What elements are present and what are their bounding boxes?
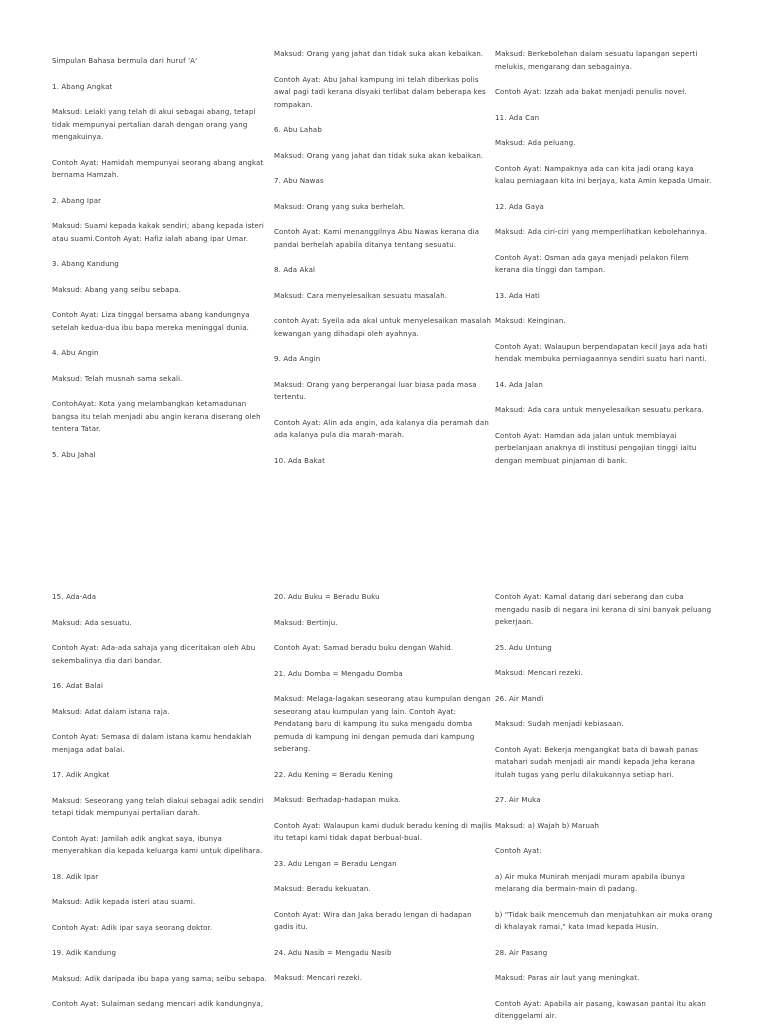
- entry-text: Contoh Ayat: Alin ada angin, ada kalanya dia peramah dan ada kalanya pula dia marah-marah.: [274, 418, 489, 439]
- entry-heading: 4. Abu Angin: [52, 349, 99, 357]
- entry-text: Maksud: Berhadap-hadapan muka.: [274, 796, 401, 804]
- entry-text: Contoh Ayat: Hamdan ada jalan untuk membiayai perbelanjaan anaknya di institusi pengajian tinggi iaitu dengan membuat pinjaman di bank.: [495, 431, 697, 465]
- entry-heading: 28. Air Pasang: [495, 948, 548, 957]
- entry-text: Contoh Ayat: Sulaiman sedang mencari adik kandungnya,: [52, 1000, 264, 1008]
- entry-heading: 12. Ada Gaya: [495, 202, 544, 211]
- entry-text: Maksud: Telah musnah sama sekali.: [52, 374, 183, 383]
- entry-text: Maksud: Ada cara untuk menyelesaikan sesuatu perkara.: [495, 406, 704, 414]
- page-2-column-1: [52, 591, 270, 1024]
- entry-heading: 11. Ada Can: [495, 113, 540, 122]
- entry-heading: 7. Abu Nawas: [274, 177, 324, 185]
- entry-text: Maksud: Sudah menjadi kebiasaan.: [495, 720, 624, 728]
- entry-heading: 24. Adu Nasib = Mengadu Nasib: [274, 948, 392, 957]
- entry-heading: 10. Ada Bakat: [274, 456, 325, 465]
- entry-text: Contoh Ayat: Nampaknya ada can kita jadi orang kaya kalau perniagaan kita ini berjaya, kata Amin kepada Umair.: [495, 164, 712, 185]
- entry-heading: 5. Abu Jahal: [52, 450, 96, 459]
- entry-text: Contoh Ayat: Walaupun berpendapatan kecil Jaya ada hati hendak membuka perniagaannya sendiri suatu hari nanti.: [495, 342, 708, 363]
- entry-text: Contoh Ayat: Jamilah adik angkat saya, ibunya menyerahkan dia kepada keluarga kami untuk dipelihara.: [52, 834, 263, 855]
- entry-text: Maksud: Mencari rezeki.: [495, 669, 584, 677]
- entry-heading: 17. Adik Angkat: [52, 771, 110, 779]
- doc-title: Simpulan Bahasa bermula dari huruf 'A': [52, 57, 198, 65]
- entry-text: Contoh Ayat: Liza tinggal bersama abang kandungnya setelah kedua-dua ibu bapa mereka meninggal dunia.: [52, 311, 250, 332]
- entry-text: b) "Tidak baik mencemuh dan menjatuhkan air muka orang di khalayak ramai," kata Imad kepada Husin.: [495, 910, 713, 931]
- entry-heading: 2. Abang Ipar: [52, 196, 102, 205]
- entry-heading: 13. Ada Hati: [495, 291, 541, 300]
- entry-heading: 3. Abang Kandung: [52, 260, 119, 268]
- entry-heading: 1. Abang Angkat: [52, 82, 113, 91]
- page-2-column-2: [274, 591, 492, 998]
- entry-text: Maksud: Keinginan.: [495, 317, 566, 325]
- entry-text: a) Air muka Munirah menjadi muram apabila ibunya melarang dia bermain-main di padang.: [495, 872, 686, 893]
- entry-text: Contoh Ayat: Apabila air pasang, kawasan pantai itu akan ditenggelami air.: [495, 999, 706, 1020]
- entry-text: Maksud: Mencari rezeki.: [274, 974, 363, 982]
- entry-text: Maksud: Bertinju.: [274, 618, 338, 627]
- entry-heading: 15. Ada-Ada: [52, 593, 97, 601]
- entry-text: Contoh Ayat: Hamidah mempunyai seorang abang angkat bernama Hamzah.: [52, 158, 264, 179]
- entry-heading: 19. Adik Kandung: [52, 949, 117, 957]
- entry-heading: 22. Adu Kening = Beradu Kening: [274, 770, 393, 779]
- entry-text: Contoh Ayat: Semasa di dalam istana kamu hendaklah menjaga adat balai.: [52, 733, 252, 754]
- entry-heading: 27. Air Muka: [495, 796, 541, 804]
- entry-text: Maksud: a) Wajah b) Maruah: [495, 821, 600, 830]
- entry-text: Contoh Ayat:: [495, 847, 542, 855]
- entry-text: Maksud: Ada sesuatu.: [52, 618, 132, 627]
- page-2-column-3: [495, 591, 713, 1036]
- entry-text: Maksud: Orang yang jahat dan tidak suka akan kebaikan.: [274, 151, 484, 160]
- entry-text: Maksud: Paras air laut yang meningkat.: [495, 974, 640, 982]
- entry-text: Contoh Ayat: Adik ipar saya seorang doktor.: [52, 923, 213, 932]
- entry-text: Contoh Ayat: Samad beradu buku dengan Wahid.: [274, 644, 454, 652]
- entry-text: Contoh Ayat: Kamal datang dari seberang dan cuba mengadu nasib di negara ini kerana di sini banyak peluang pekerjaan.: [495, 593, 712, 626]
- entry-heading: 9. Ada Angin: [274, 355, 321, 363]
- entry-heading: 16. Adat Balai: [52, 682, 104, 690]
- entry-text: contoh Ayat: Syeila ada akal untuk menyelesaikan masalah kewangan yang dihadapi oleh ayahnya.: [274, 317, 492, 338]
- document-page-2: [0, 588, 768, 1024]
- entry-text: ContohAyat: Kota yang melambangkan ketamadunan bangsa itu telah menjadi abu angin kerana diserang oleh tentera Tatar.: [52, 400, 261, 433]
- entry-heading: 14. Ada Jalan: [495, 380, 543, 389]
- entry-text: Maksud: Seseorang yang telah diakui sebagai adik sendiri tetapi tidak mempunyai pertalian darah.: [52, 796, 264, 817]
- page-1-column-3: [495, 48, 713, 480]
- entry-text: Maksud: Suami kepada kakak sendiri; abang kepada isteri atau suami.Contoh Ayat: Hafiz ialah abang ipar Umar.: [52, 222, 265, 243]
- entry-text: Maksud: Orang yang berperangai luar biasa pada masa tertentu.: [274, 380, 477, 401]
- entry-text: Maksud: Lelaki yang telah di akui sebagai abang, tetapi tidak mempunyai pertalian darah dengan orang yang mengakuinya.: [52, 108, 256, 141]
- entry-text: Maksud: Ada peluang.: [495, 139, 576, 147]
- entry-text: Contoh Ayat: Ada-ada sahaja yang diceritakan oleh Abu sekembalinya dia dari bandar.: [52, 644, 256, 665]
- entry-text: Maksud: Berkebolehan dalam sesuatu lapangan seperti melukis, mengarang dan sebagainya.: [495, 50, 698, 71]
- entry-heading: 20. Adu Buku = Beradu Buku: [274, 593, 380, 601]
- entry-text: Maksud: Adik daripada ibu bapa yang sama; seibu sebapa.: [52, 974, 267, 983]
- entry-text: Contoh Ayat: Osman ada gaya menjadi pelakon filem kerana dia tinggi dan tampan.: [495, 253, 689, 274]
- entry-text: Contoh Ayat: Bekerja mengangkat bata di bawah panas matahari sudah menjadi air mandi kepada Jeha kerana itulah tugas yang perlu dilakukannya setiap hari.: [495, 745, 699, 779]
- entry-text: Contoh Ayat: Wira dan Jaka beradu lengan di hadapan gadis itu.: [274, 910, 472, 931]
- entry-text: Contoh Ayat: Kami menanggilnya Abu Nawas kerana dia pandai berhelah apabila ditanya tentang sesuatu.: [274, 228, 480, 249]
- entry-text: Contoh Ayat: Walaupun kami duduk beradu kening di majlis itu tetapi kami tidak dapat berbual-bual.: [274, 821, 492, 842]
- entry-text: Maksud: Orang yang suka berhelah.: [274, 202, 406, 211]
- entry-text: Maksud: Adat dalam istana raja.: [52, 707, 170, 716]
- entry-heading: 6. Abu Lahab: [274, 126, 322, 134]
- page-1-column-2: [274, 48, 492, 480]
- entry-text: Maksud: Orang yang jahat dan tidak suka akan kebaikan.: [274, 50, 484, 58]
- entry-heading: 21. Adu Domba = Mengadu Domba: [274, 669, 403, 678]
- entry-heading: 26. Air Mandi: [495, 694, 544, 703]
- entry-text: Maksud: Ada ciri-ciri yang memperlihatkan kebolehannya.: [495, 228, 708, 236]
- entry-text: Maksud: Cara menyelesaikan sesuatu masalah.: [274, 291, 448, 300]
- entry-text: Contoh Ayat: Abu Jahal kampung ini telah diberkas polis awal pagi tadi kerana disyaki terlibat dalam beberapa kes rompakan.: [274, 75, 486, 109]
- page-1-column-1: [52, 55, 270, 474]
- entry-text: Maksud: Abang yang seibu sebapa.: [52, 285, 182, 294]
- entry-text: Maksud: Beradu kekuatan.: [274, 885, 371, 893]
- entry-text: Contoh Ayat: Izzah ada bakat menjadi penulis novel.: [495, 88, 687, 96]
- entry-text: Maksud: Melaga-lagakan seseorang atau kumpulan dengan seseorang atau kumpulan yang lain. Contoh Ayat: Pendatang baru di kampung itu suka mengadu domba pemuda di kampung ini dengan pemuda dari kampung seberang.: [274, 695, 491, 753]
- entry-heading: 25. Adu Untung: [495, 643, 552, 652]
- entry-heading: 8. Ada Akal: [274, 266, 316, 274]
- entry-heading: 23. Adu Lengan = Beradu Lengan: [274, 859, 397, 868]
- entry-heading: 18. Adik Ipar: [52, 872, 99, 881]
- entry-text: Maksud: Adik kepada isteri atau suami.: [52, 898, 196, 906]
